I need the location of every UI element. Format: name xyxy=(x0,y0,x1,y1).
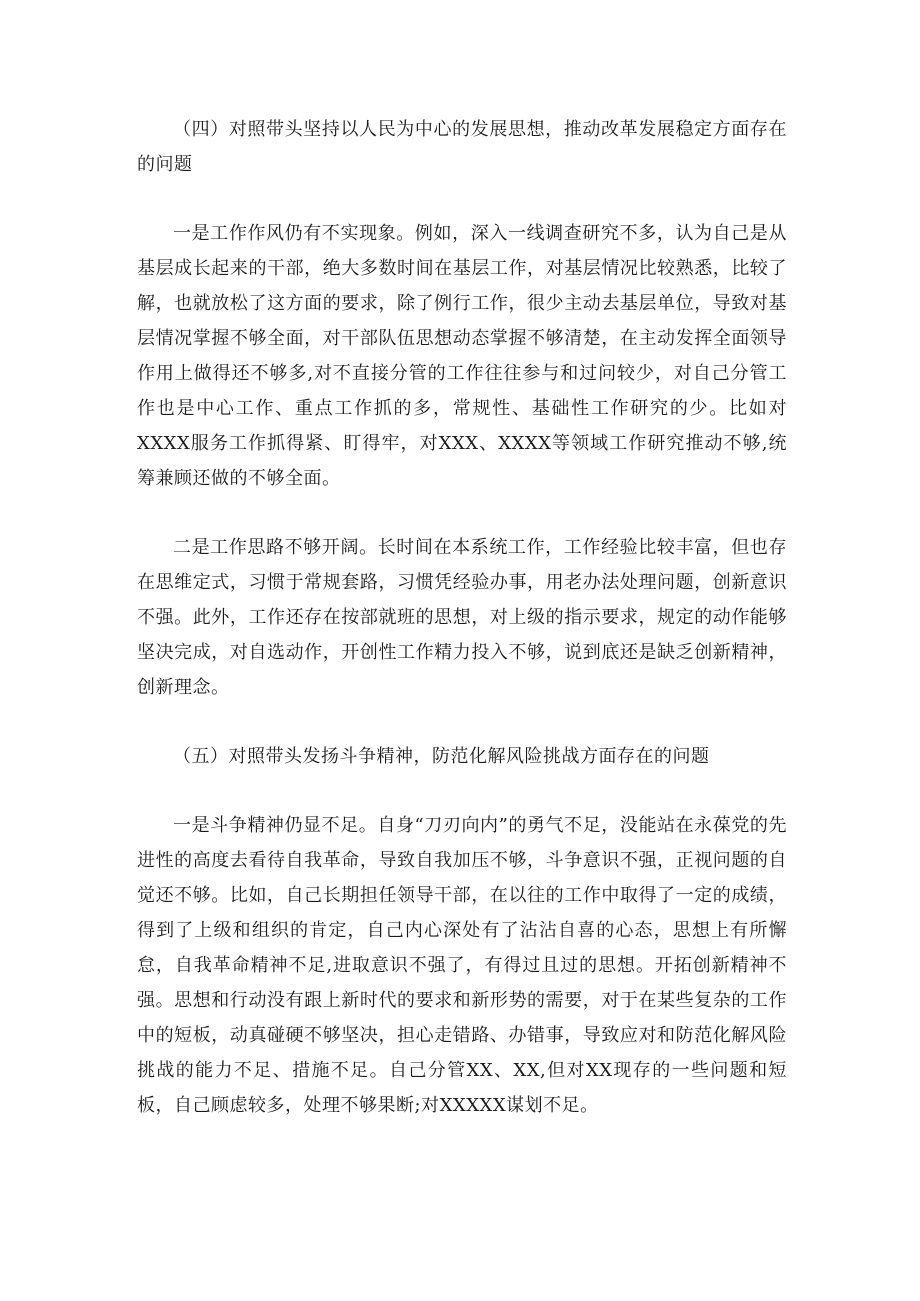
document-body xyxy=(137,112,787,1157)
paragraph-work-style: 一是工作作风仍有不实现象。例如，深入一线调查研究不多，认为自己是从基层成长起来的干部，绝大多数时间在基层工作，对基层情况比较熟悉，比较了解，也就放松了这方面的要求，除了例行工作，很少主动去基层单位，导致对基层情况掌握不够全面，对干部队伍思想动态掌握不够清楚，在主动发挥全面领导作用上做得还不够多,对不直接分管的工作往往参与和过问较少，对自己分管工作也是中心工作、重点工作抓的多，常规性、基础性工作研究的少。比如对XXXX服务工作抓得紧、盯得牢，对XXX、XXXX等领域工作研究推动不够,统筹兼顾还做的不够全面。 xyxy=(137,223,787,489)
paragraph-fighting-spirit: 一是斗争精神仍显不足。自身“刀刃向内”的勇气不足，没能站在永葆党的先进性的高度去看待自我革命，导致自我加压不够，斗争意识不强，正视问题的自觉还不够。比如，自己长期担任领导干部，在以往的工作中取得了一定的成绩，得到了上级和组织的肯定，自己内心深处有了沾沾自喜的心态，思想上有所懈怠，自我革命精神不足,进取意识不强了，有得过且过的思想。开拓创新精神不强。思想和行动没有跟上新时代的要求和新形势的需要，对于在某些复杂的工作中的短板，动真碰硬不够坚决，担心走错路、办错事，导致应对和防范化解风险挑战的能力不足、措施不足。自己分管XX、XX,但对XX现存的一些问题和短板，自己顾虑较多，处理不够果断;对XXXXX谋划不足。 xyxy=(137,815,787,1116)
section-heading-4: （四）对照带头坚持以人民为中心的发展思想，推动改革发展稳定方面存在的问题 xyxy=(137,119,787,175)
paragraph-work-thinking: 二是工作思路不够开阔。长时间在本系统工作，工作经验比较丰富，但也存在思维定式，习惯于常规套路，习惯凭经验办事，用老办法处理问题，创新意识不强。此外，工作还存在按部就班的思想，对上级的指示要求，规定的动作能够坚决完成，对自选动作，开创性工作精力投入不够，说到底还是缺乏创新精神，创新理念。 xyxy=(137,537,787,698)
section-heading-5: （五）对照带头发扬斗争精神，防范化解风险挑战方面存在的问题 xyxy=(173,746,710,767)
